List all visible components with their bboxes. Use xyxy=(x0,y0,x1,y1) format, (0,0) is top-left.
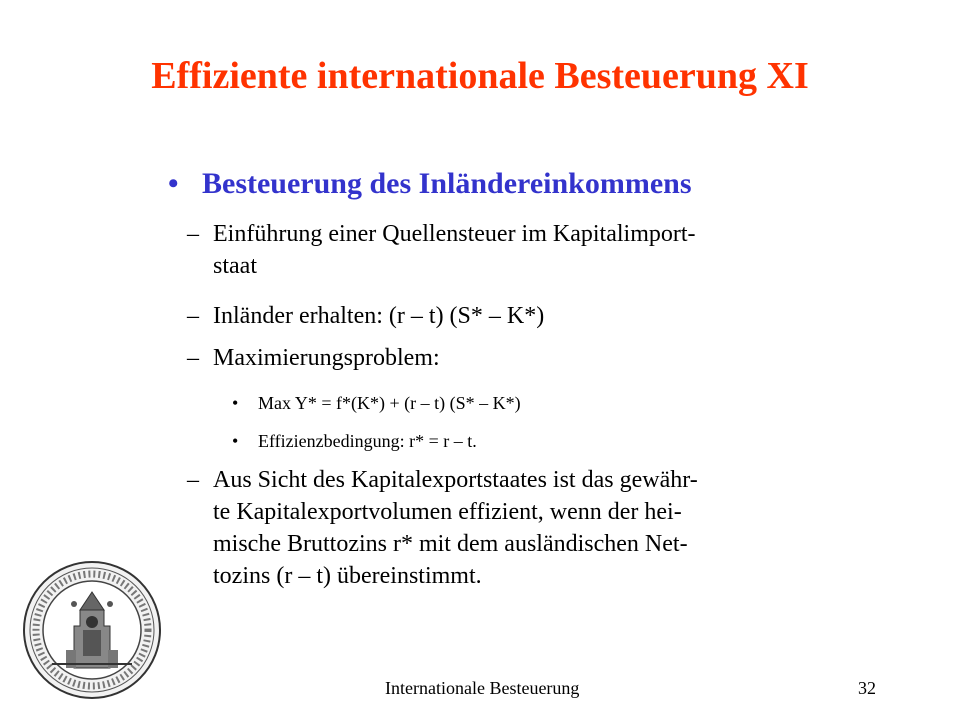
main-bullet-text: Besteuerung des Inländereinkommens xyxy=(202,167,692,200)
sub-bullet-text: Aus Sicht des Kapitalexportstaates ist das gewähr- xyxy=(213,467,698,493)
sub-sub-bullet-1 xyxy=(232,390,521,416)
page-number: 32 xyxy=(858,678,876,698)
bullet-glyph: • xyxy=(232,431,239,451)
sub-bullet-text: Inländer erhalten: (r – t) (S* – K*) xyxy=(213,303,545,329)
footer-title: Internationale Besteuerung xyxy=(385,678,580,698)
university-seal-icon xyxy=(22,560,162,700)
sub-sub-bullet-2 xyxy=(232,428,477,454)
bullet-glyph: • xyxy=(232,393,239,413)
sub-bullet-2 xyxy=(187,300,544,332)
dash-glyph: – xyxy=(187,467,199,493)
sub-bullet-text: staat xyxy=(213,253,257,279)
sub-bullet-1 xyxy=(187,218,696,282)
sub-bullet-text: Maximierungsproblem: xyxy=(213,345,440,371)
main-bullet xyxy=(168,164,692,204)
dash-glyph: – xyxy=(187,303,199,329)
sub-sub-bullet-text: Max Y* = f*(K*) + (r – t) (S* – K*) xyxy=(258,393,521,413)
sub-bullet-text: tozins (r – t) übereinstimmt. xyxy=(213,563,482,589)
sub-bullet-4 xyxy=(187,464,698,592)
sub-bullet-text: Einführung einer Quellensteuer im Kapitalimport- xyxy=(213,221,696,247)
sub-bullet-3 xyxy=(187,342,440,374)
dash-glyph: – xyxy=(187,221,199,247)
slide-title: Effiziente internationale Besteuerung XI xyxy=(151,55,809,97)
sub-bullet-text: mische Bruttozins r* mit dem ausländischen Net- xyxy=(213,531,688,557)
dash-glyph: – xyxy=(187,345,199,371)
sub-bullet-text: te Kapitalexportvolumen effizient, wenn der hei- xyxy=(213,499,682,525)
sub-sub-bullet-text: Effizienzbedingung: r* = r – t. xyxy=(258,431,477,451)
bullet-glyph: • xyxy=(168,167,179,200)
